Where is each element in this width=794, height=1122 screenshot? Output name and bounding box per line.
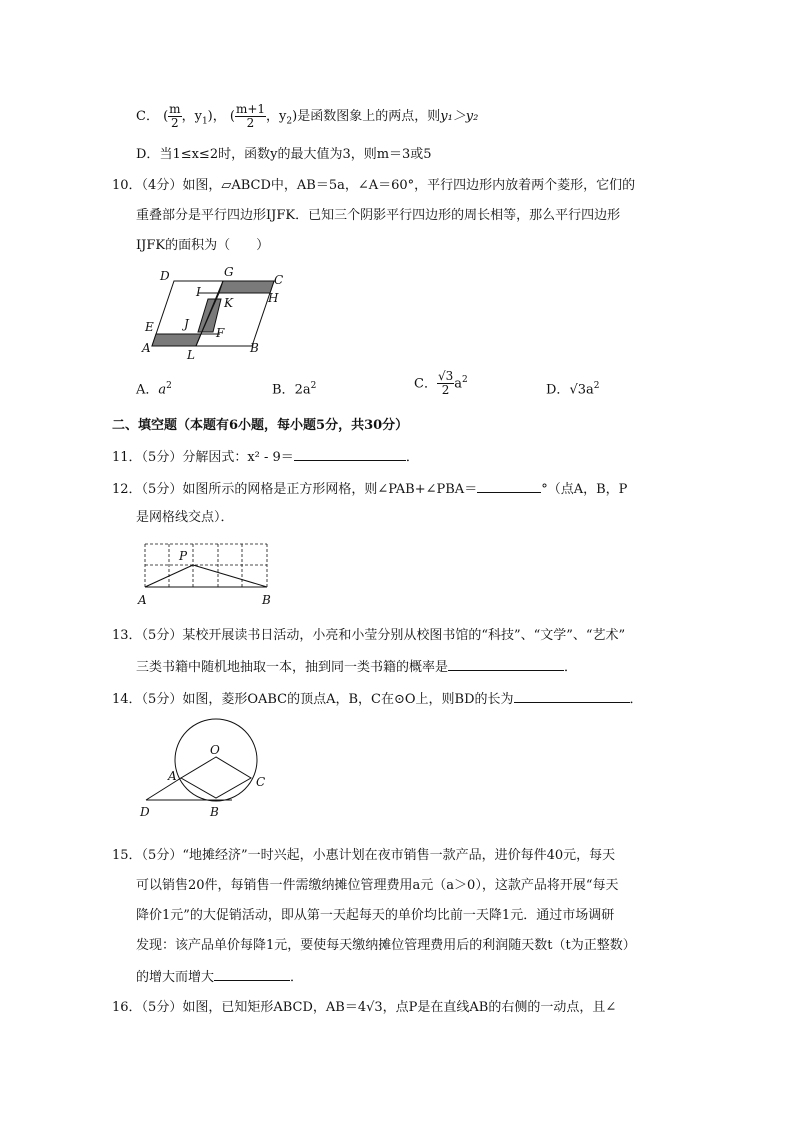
- label-b: B: [210, 805, 219, 819]
- q13-answer-blank[interactable]: [448, 656, 564, 671]
- q9-option-c: C． ( $\frac{m}{2}$ ，$y_1$)， ( $\frac{m+1}{2}$ ，$y_2$)是函数图象上的两点，则y₁＞y₂: [136, 102, 479, 130]
- label-a: A: [138, 593, 147, 607]
- q14-rhombus-circle-figure: [136, 712, 286, 824]
- q13-line2: 三类书籍中随机地抽取一本，抽到同一类书籍的概率是 ．: [136, 656, 577, 678]
- label-l: L: [187, 348, 195, 362]
- sqrt-3: √3: [366, 1000, 383, 1015]
- q10-line2: 重叠部分是平行四边形IJFK．已知三个阴影平行四边形的周长相等，那么平行四边形: [136, 208, 621, 223]
- label-g: G: [224, 265, 234, 279]
- label-p: P: [179, 549, 188, 563]
- q15-line5: 的增大而增大 ．: [136, 966, 303, 988]
- q13-line1: 13．（5分）某校开展读书日活动，小亮和小莹分别从校图书馆的“科技”、“文学”、“艺术”: [112, 628, 626, 643]
- label-f: F: [216, 326, 225, 340]
- q10-parallelogram-figure: [136, 264, 296, 364]
- shaded-top-right: [219, 281, 274, 293]
- q9-option-d: D．当1≤x≤2时，函数y的最大值为3，则m＝3或5: [136, 147, 432, 162]
- q14: 14．（5分）如图，菱形OABC的顶点A，B，C在⊙O上，则BD的长为 ．: [112, 688, 643, 710]
- line-pb: [193, 565, 267, 587]
- section-2-title: 二、填空题（本题有6小题，每小题5分，共30分）: [112, 418, 409, 433]
- q14-answer-blank[interactable]: [514, 688, 630, 703]
- q11: 11．（5分）分解因式：x² - 9＝ ．: [112, 446, 419, 468]
- q12-line2: 是网格线交点）．: [136, 510, 234, 525]
- label-a: A: [168, 769, 177, 783]
- label-d: D: [140, 805, 150, 819]
- q15-line1: 15．（5分）“地摊经济”一时兴起，小惠计划在夜市销售一款产品，进价每件40元，每天: [112, 848, 616, 863]
- label-o: O: [210, 743, 220, 757]
- label-b: B: [262, 593, 271, 607]
- q10-option-b: B．$2a^2$: [272, 381, 317, 398]
- rhombus-oabc: [181, 757, 251, 798]
- q12-grid-figure: [136, 538, 276, 610]
- shaded-bottom-left: [152, 334, 201, 346]
- q15-line2: 可以销售20件，每销售一件需缴纳摊位管理费用a元（a＞0），这款产品将开展“每天: [136, 878, 619, 893]
- label-j: J: [184, 317, 189, 331]
- q15-line4: 发现：该产品单价每降1元，要使每天缴纳摊位管理费用后的利润随天数t（t为正整数）: [136, 938, 636, 953]
- q15-line3: 降价1元”的大促销活动，即从第一天起每天的单价均比前一天降1元．通过市场调研: [136, 908, 615, 923]
- q12-line1: 12．（5分）如图所示的网格是正方形网格，则∠PAB+∠PBA＝ °（点A，B，P: [112, 478, 627, 500]
- q10-option-a: A．$a^2$: [136, 381, 172, 398]
- q11-answer-blank[interactable]: [294, 446, 406, 461]
- label-k: K: [224, 296, 233, 310]
- q16: 16．（5分）如图，已知矩形ABCD，AB＝4√3，点P是在直线AB的右侧的一动点，且∠: [112, 1000, 617, 1015]
- label-i: I: [196, 285, 201, 299]
- q12-answer-blank[interactable]: [477, 478, 541, 493]
- label-c: C: [256, 775, 266, 789]
- q10-option-d: D．$√3a^2$: [546, 381, 600, 398]
- q10-line1: 10．（4分）如图，▱ABCD中，AB＝5a，∠A＝60°，平行四边形内放着两个菱形，它们的: [112, 178, 636, 193]
- label-h: H: [268, 291, 279, 305]
- q15-answer-blank[interactable]: [214, 966, 290, 981]
- fraction-sqrt3-over-2: $\frac{√3}{2}$: [437, 369, 454, 398]
- label-c: C: [274, 273, 284, 287]
- fraction-m-over-2: $\frac{m}{2}$: [169, 102, 181, 130]
- q10-line3: IJFK的面积为（ ）: [136, 238, 270, 253]
- label-b: B: [250, 341, 259, 355]
- fraction-m-plus-1-over-2: $\frac{m+1}{2}$: [235, 102, 266, 130]
- label-a: A: [142, 341, 151, 355]
- q10-option-c: C． $\frac{√3}{2}$ $a^2$: [414, 369, 468, 398]
- label-e: E: [145, 320, 154, 334]
- line-ap: [145, 565, 193, 587]
- label-d: D: [160, 269, 170, 283]
- circle-o: [175, 719, 257, 801]
